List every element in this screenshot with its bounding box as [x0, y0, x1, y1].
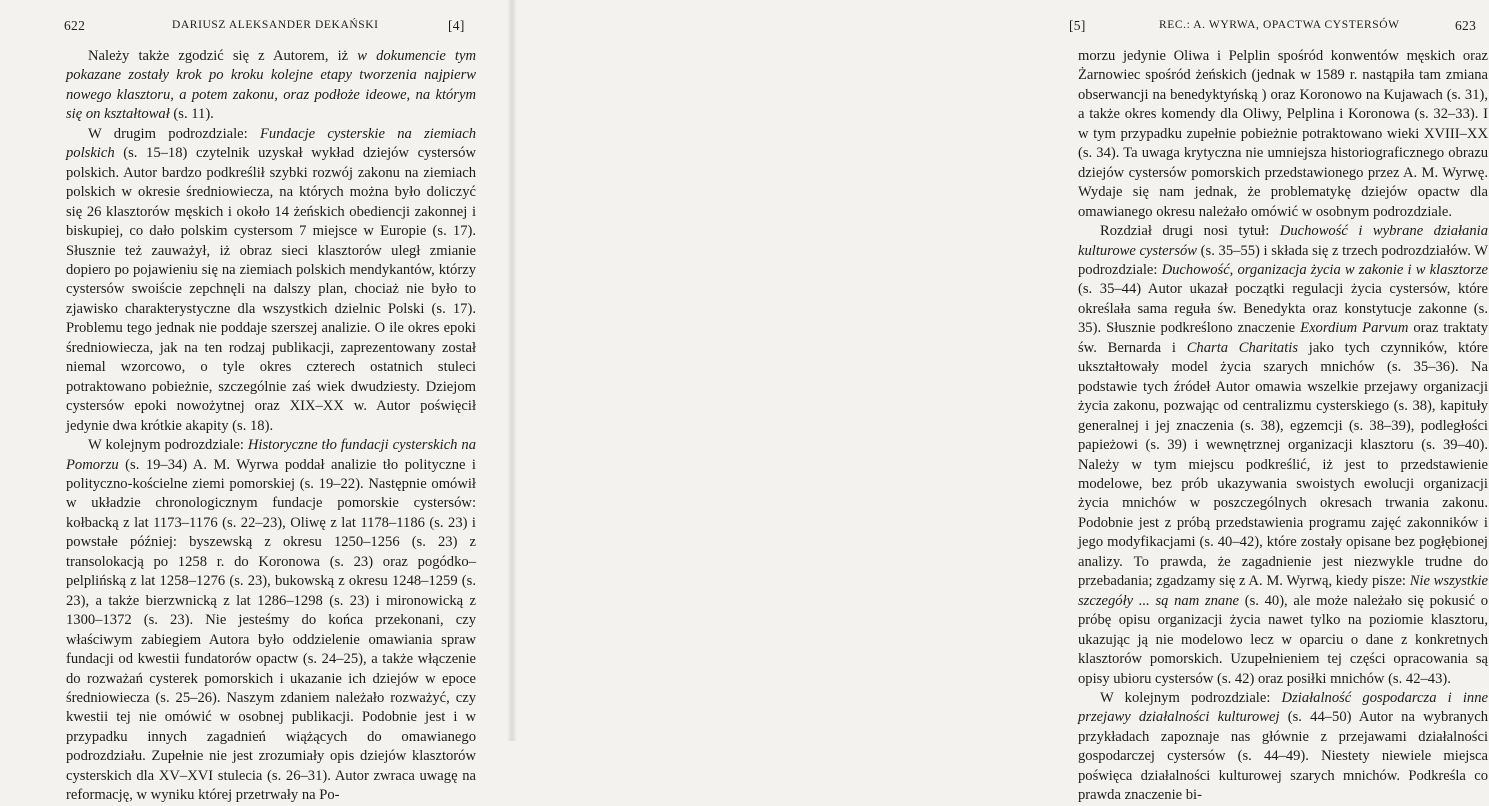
italic-text: Nie wszystkie szczegóły ... są nam znane — [1078, 573, 1488, 609]
text-run: (s. 11). — [169, 106, 214, 123]
text-run: morzu jedynie Oliwa i Pelplin spośród konwentów męskich oraz Żarnowiec spośród żeńskich (jednak w 1589 r. nastąpiła tam zmiana obserwancji na benedyktyńską ) oraz Koronowo na Kujawach (s. 31), a także okres komendy dla Oliwy, Pelplina i Koronowa (s. 32–33). I w tym przypadku zupełnie pobieżnie potraktowano wieki XVIII–XX (s. 34). Ta uwaga krytyczna nie umniejsza historiograficznego obrazu dziejów cystersów pomorskich przedstawionego przez A. M. Wyrwę. Wydaje się nam jednak, że problematykę dziejów opactw dla omawianego okresu należało omówić w osobnym podrozdziale. — [1078, 48, 1488, 220]
italic-text: Duchowość i wybrane działania kulturowe cystersów — [1078, 223, 1488, 259]
page-number: 622 — [64, 18, 86, 33]
running-head: REC.: A. WYRWA, OPACTWA CYSTERSÓW — [1159, 19, 1400, 31]
section-marker: [5] — [1069, 18, 1086, 33]
paragraph — [1078, 47, 1488, 222]
right-page-body — [1078, 47, 1488, 806]
text-run: Rozdział drugi nosi tytuł: — [1100, 223, 1280, 240]
text-run: W drugim podrozdziale: — [88, 125, 260, 142]
italic-text: Historyczne tło fundacji cysterskich na Pomorzu — [66, 437, 477, 473]
text-run: (s. 35–44) Autor ukazał początki regulacji życia cystersów, które określała sama reguła św. Benedykta oraz konstytucje zakonne (s. 35). Słusznie podkreślono znaczenie — [1078, 281, 1488, 337]
italic-text: Fundacje cysterskie na ziemiach polskich — [66, 125, 476, 162]
italic-text: Duchowość, organizacja życia w zakonie i w klasztorze — [1161, 261, 1488, 278]
section-marker: [4] — [448, 18, 465, 33]
right-page-header — [1069, 18, 1489, 36]
text-run: (s. 40), ale może należało się pokusić o próbę opisu organizacji życia nawet tylko na poziomie klasztoru, ukazując ją nie modelowo lecz w oparciu o dane z konkretnych klasztorów pomorskich. Uzupełnieniem tej części opracowania są opisy ubioru cystersów (s. 42) oraz posiłki mnichów (s. 42–43). — [1078, 592, 1488, 687]
page-number: 623 — [1455, 18, 1477, 33]
paragraph — [1078, 222, 1488, 689]
left-page — [0, 0, 512, 804]
left-page-header — [64, 18, 484, 36]
italic-text: w dokumencie tym pokazane zostały krok po kroku kolejne etapy tworzenia najpierw nowego klasztoru, a potem zakonu, oraz podłoże ideowe, na którym się on kształtował — [66, 48, 476, 123]
text-run: oraz traktaty św. Bernarda i — [1078, 320, 1489, 356]
paragraph — [66, 47, 476, 125]
running-head: DARIUSZ ALEKSANDER DEKAŃSKI — [172, 19, 379, 31]
text-run: Należy także zgodzić się z Autorem, iż — [88, 48, 358, 64]
right-page — [512, 0, 1489, 804]
text-run: W kolejnym podrozdziale: — [88, 437, 248, 454]
paragraph — [66, 125, 476, 436]
text-run: W kolejnym podrozdziale: — [1100, 689, 1282, 706]
text-run: (s. 35–55) i składa się z trzech podrozdziałów. W podrozdziale: — [1078, 242, 1489, 278]
text-run: jako tych czynników, które ukształtowały model życia szarych mnichów (s. 35–36). Na podstawie tych źródeł Autor omawia wszelkie przejawy organizacji życia zakonu, pozwając od centralizmu cysterskiego (s. 38), kapituły generalnej i jej znaczenia (s. 38), egzemcji (s. 38–39), podległości papieżowi (s. 39) i wewnętrznej organizacji klasztoru (s. 39–40). Należy w tym miejscu podkreślić, iż jest to przedstawienie modelowe, bez prób ukazywania swoistych ewolucji organizacji życia mnichów w poszczególnych okresach trwania zakonu. Podobnie jest z próbą przedstawienia programu zajęć zakonników i jego modyfikacjami (s. 40–42), które zostały opisane bez pogłębionej analizy. To prawda, że zagadnienie jest niezwykle trudne do przebadania; zgadzamy się z A. M. Wyrwą, kiedy pisze: — [1078, 339, 1488, 590]
text-run: (s. 19–34) A. M. Wyrwa poddał analizie tło polityczne i polityczno-kościelne ziemi pomorskiej (s. 19–22). Następnie omówił w układzie chronologicznym fundacje pomorskie cystersów: kołbacką z lat 1173–1176 (s. 22–23), Oliwę z lat 1178–1186 (s. 23) i powstałe później: byszewską z okresu 1250–1256 (s. 23) z transolokacją po 1258 r. do Koronowa (s. 23) oraz pogódko–pelplińską z lat 1258–1276 (s. 23), bukowską z okresu 1248–1259 (s. 23), a także bierzwnicką z lat 1286–1298 (s. 23) i mironowicką z 1300–1372 (s. 23). Nie jesteśmy do końca przekonani, czy właściwym zabiegiem Autora było oddzielenie omawiania spraw fundacji od kwestii fundatorów opactw (s. 24–25), a także włączenie do rozważań cysterek pomorskich i ukazanie ich dziejów w epoce średniowiecza (s. 25–26). Naszym zdaniem należało rozważyć, czy kwestii tej nie omówić w osobnej publikacji. Podobnie jest i w przypadku innych zagadnień wiążących do omawianego podrozdziału. Zupełnie nie jest zrozumiały opis dziejów klasztorów cysterskich dla XV–XVI stulecia (s. 26–31). Autor zwraca uwagę na reformację, w wyniku której przetrwały na Po- — [66, 456, 476, 804]
italic-text: Exordium Parvum — [1300, 320, 1409, 337]
italic-text: Działalność gospodarcza i inne przejawy działalności kulturowej — [1078, 689, 1488, 726]
left-page-body — [66, 47, 476, 806]
italic-text: Charta Charitatis — [1186, 339, 1299, 356]
text-run: (s. 15–18) czytelnik uzyskał wykład dziejów cystersów polskich. Autor bardzo podkreślił szybki rozwój zakonu na ziemiach polskich w okresie średniowiecza, na których można było doliczyć się 26 klasztorów męskich i około 14 żeńskich obediencji zakonnej i biskupiej, co dało polskim cystersom 7 miejsce w Europie (s. 17). Słusznie też zauważył, iż obraz sieci klasztorów uległ zmianie dopiero po pojawieniu się na ziemiach polskich mendykantów, którzy cystersów swoiście zepchnęli na dalszy plan, chociaż nie było to zjawisko charakterystyczne dla wszystkich dzielnic Polski (s. 17). Problemu tego jednak nie poddaje szerszej analizie. O ile okres epoki średniowiecza, jak na ten rodzaj publikacji, zaprezentowany został niemal wzorcowo, o tyle okres czterech ostatnich stuleci potraktowano pobieżnie, szczególnie zaś wiek dwudziesty. Dziejom cystersów epoki nowożytnej oraz XIX–XX w. Autor poświęcił jedynie dwa krótkie akapity (s. 18). — [66, 145, 476, 434]
text-run: (s. 44–50) Autor na wybranych przykładach zapoznaje nas głównie z przejawami działalności gospodarczej cystersów (s. 44–49). Niestety niewiele miejsca poświęca działalności kulturowej szarych mnichów. Podkreśla co prawda znaczenie bi- — [1078, 709, 1488, 804]
paragraph — [66, 436, 476, 806]
paragraph — [1078, 689, 1488, 806]
